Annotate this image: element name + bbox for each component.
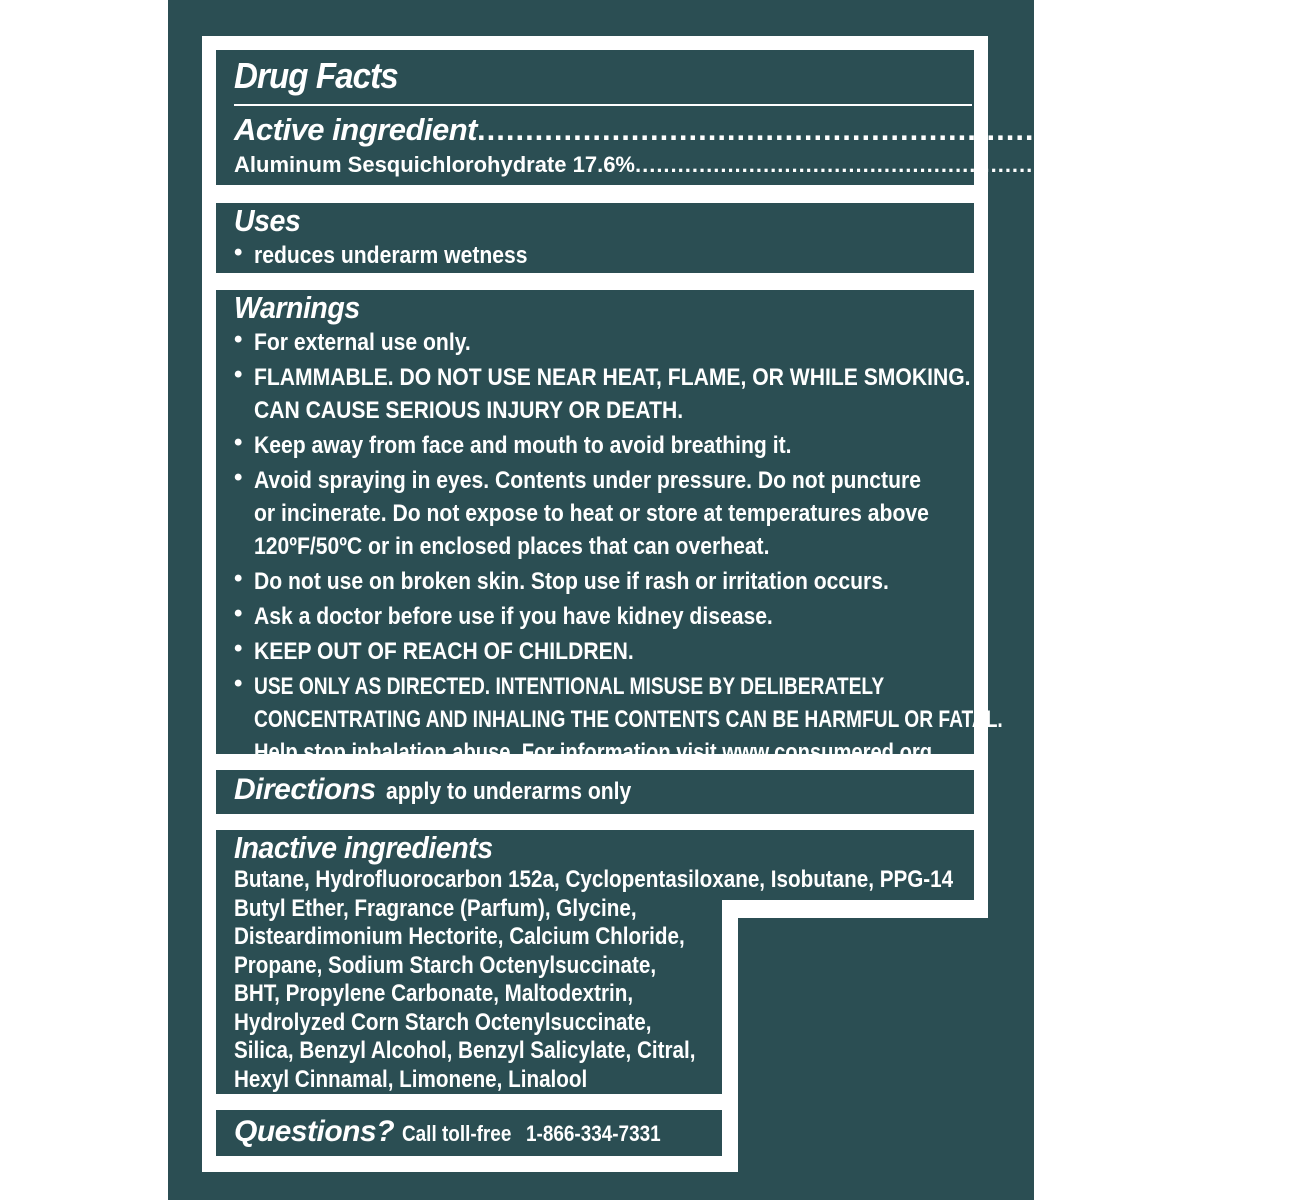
warning-item: • Keep away from face and mouth to avoid breathing it.: [234, 429, 792, 459]
panel-active: [216, 50, 1290, 185]
panel-uses: [216, 203, 974, 273]
active-ingredient-purpose: antiperspirant: [1090, 152, 1237, 177]
warnings-heading: Warnings: [234, 290, 360, 325]
active-ingredient-leader: ................................................................: [634, 152, 1091, 177]
inactive-line: Hydrolyzed Corn Starch Octenylsuccinate,: [234, 1008, 652, 1036]
inactive-line: Butane, Hydrofluorocarbon 152a, Cyclopentasiloxane, Isobutane, PPG-14: [234, 866, 954, 893]
inactive-line: Propane, Sodium Starch Octenylsuccinate,: [234, 951, 657, 979]
purpose-heading: Purpose: [1169, 112, 1290, 147]
inactive-heading: Inactive ingredients: [234, 830, 493, 865]
panel-directions: [216, 770, 974, 814]
drug-facts-title: Drug Facts: [234, 55, 398, 96]
inactive-list: [234, 866, 974, 1094]
warning-item: • FLAMMABLE. DO NOT USE NEAR HEAT, FLAME, OR WHILE SMOKING. CAN CAUSE SERIOUS INJURY OR DEATH.: [234, 361, 971, 424]
active-heading: Active ingredient: [234, 112, 477, 147]
warning-item: • KEEP OUT OF REACH OF CHILDREN.: [234, 635, 634, 665]
warning-item: • Do not use on broken skin. Stop use if rash or irritation occurs.: [234, 565, 889, 595]
directions-text: apply to underarms only: [386, 778, 632, 805]
warning-item: • For external use only.: [234, 326, 471, 356]
questions-text: Call toll-free: [402, 1121, 512, 1146]
active-heading-leader: ........................................................................: [477, 112, 1170, 147]
title-rule: [234, 104, 972, 106]
warning-item: • Ask a doctor before use if you have kidney disease.: [234, 600, 773, 630]
active-heading-row: [234, 112, 1290, 147]
inactive-line: Hexyl Cinnamal, Limonene, Linalool: [234, 1065, 588, 1093]
active-ingredient-row: [234, 150, 1237, 180]
uses-heading: Uses: [234, 203, 301, 238]
inactive-line: Disteardimonium Hectorite, Calcium Chloride,: [234, 923, 685, 950]
warning-item: • Avoid spraying in eyes. Contents under pressure. Do not puncture or incinerate. Do not expose to heat or store at temperatures above 120ºF/50ºC or in enclosed places that can overheat.: [234, 464, 929, 560]
inactive-line: Silica, Benzyl Alcohol, Benzyl Salicylate, Citral,: [234, 1037, 696, 1064]
panel-questions: [216, 1110, 722, 1156]
inactive-line: BHT, Propylene Carbonate, Maltodextrin,: [234, 980, 634, 1007]
warning-item: • USE ONLY AS DIRECTED. INTENTIONAL MISUSE BY DELIBERATELY CONCENTRATING AND INHALING THE CONTENTS CAN BE HARMFUL OR FATAL. Help stop inhalation abuse. For information visit www.consumered.org: [234, 670, 1003, 766]
inactive-line: Butyl Ether, Fragrance (Parfum), Glycine,: [234, 894, 637, 922]
questions-heading: Questions?: [234, 1115, 395, 1148]
panel-warnings: [216, 290, 1003, 766]
uses-item: • reduces underarm wetness: [234, 239, 528, 269]
active-ingredient-name: Aluminum Sesquichlorohydrate 17.6%: [234, 152, 635, 177]
directions-heading: Directions: [234, 773, 376, 806]
questions-phone: 1-866-334-7331: [526, 1121, 661, 1146]
